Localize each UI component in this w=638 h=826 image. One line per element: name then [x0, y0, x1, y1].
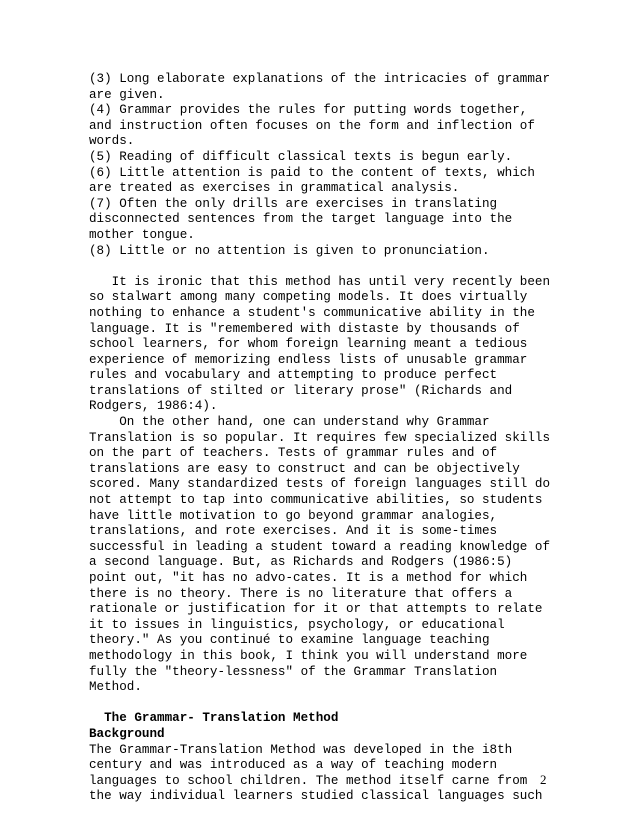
text-line: It is ironic that this method has until very recently been — [89, 274, 551, 289]
text-line: (8) Little or no attention is given to pronunciation. — [89, 243, 490, 258]
text-line: school learners, for whom foreign learning meant a tedious — [89, 337, 528, 352]
text-line: successful in leading a student toward a reading knowledge of — [89, 539, 551, 554]
text-line: (3) Long elaborate explanations of the intricacies of grammar — [89, 72, 551, 86]
text-line: translations, and rote exercises. And it is some-times — [89, 524, 498, 539]
text-line: rationale or justification for it or that attempts to relate — [89, 602, 543, 617]
list-item — [89, 244, 559, 260]
text-line: fully the "theory-lessness" of the Grammar Translation — [89, 664, 498, 679]
text-line: rules and vocabulary and attempting to produce perfect — [89, 368, 498, 383]
text-line: mother tongue. — [89, 227, 195, 242]
page-number: 2 — [540, 772, 547, 787]
text-line: languages to school children. The method itself carne from — [89, 773, 528, 788]
text-line: (5) Reading of difficult classical texts is begun early. — [89, 149, 513, 164]
text-line: (7) Often the only drills are exercises in translating — [89, 196, 498, 211]
text-line: disconnected sentences from the target language into the — [89, 212, 513, 227]
subsection-heading: Background — [89, 726, 165, 741]
text-line: on the part of teachers. Tests of grammar rules and of — [89, 446, 498, 461]
text-line: Translation is so popular. It requires few specialized skills — [89, 430, 551, 445]
paragraph-ironic — [89, 275, 559, 415]
page-body — [89, 72, 559, 805]
text-line: it to issues in linguistics, psychology, or educational — [89, 617, 505, 632]
text-line: the way individual learners studied classical languages such — [89, 789, 543, 804]
numbered-list — [89, 72, 559, 259]
text-line: On the other hand, one can understand why Grammar — [89, 415, 490, 430]
text-line: (4) Grammar provides the rules for putting words together, — [89, 103, 528, 118]
text-line: The Grammar-Translation Method was developed in the i8th — [89, 742, 513, 757]
text-line: point out, "it has no advo-cates. It is a method for which — [89, 571, 528, 585]
list-item — [89, 72, 559, 103]
text-line: experience of memorizing endless lists of unusable grammar — [89, 352, 528, 367]
text-line: language. It is "remembered with distaste by thousands of — [89, 321, 520, 336]
paragraph-background — [89, 743, 559, 805]
text-line: there is no theory. There is no literature that offers a — [89, 586, 513, 601]
text-line: are treated as exercises in grammatical analysis. — [89, 181, 460, 196]
text-line: methodology in this book, I think you will understand more — [89, 648, 528, 663]
list-item — [89, 166, 559, 197]
text-line: scored. Many standardized tests of foreign languages still do — [89, 477, 551, 492]
text-line: are given. — [89, 87, 165, 102]
text-line: century and was introduced as a way of teaching modern — [89, 758, 498, 773]
text-line: and instruction often focuses on the form and inflection of — [89, 118, 535, 133]
text-line: Method. — [89, 680, 142, 695]
text-line: words. — [89, 134, 135, 149]
list-item — [89, 150, 559, 166]
list-item — [89, 197, 559, 244]
section-heading: The Grammar- Translation Method — [89, 711, 339, 726]
text-line: so stalwart among many competing models. It does virtually — [89, 290, 528, 305]
text-line: a second language. But, as Richards and Rodgers (1986:5) — [89, 555, 513, 570]
text-line: translations are easy to construct and can be objectively — [89, 461, 520, 476]
spacer — [89, 259, 559, 275]
paragraph-other-hand — [89, 415, 559, 696]
list-item — [89, 103, 559, 150]
text-line: (6) Little attention is paid to the content of texts, which — [89, 165, 535, 180]
text-line: translations of stilted or literary prose" (Richards and — [89, 383, 513, 398]
text-line: Rodgers, 1986:4). — [89, 399, 218, 414]
spacer — [89, 696, 559, 712]
text-line: not attempt to tap into communicative abilities, so students — [89, 493, 543, 508]
text-line: have little motivation to go beyond grammar analogies, — [89, 508, 498, 523]
text-line: theory." As you continué to examine language teaching — [89, 633, 490, 648]
text-line: nothing to enhance a student's communicative ability in the — [89, 305, 535, 320]
